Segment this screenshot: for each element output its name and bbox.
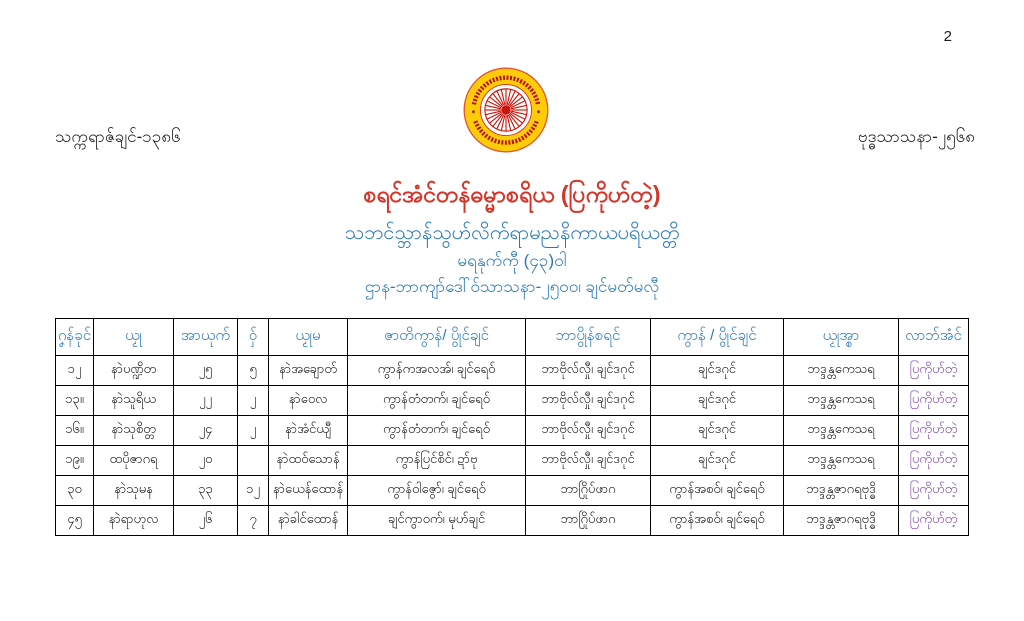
results-table [55,318,969,536]
table-cell: ချင်ဒဂုင် [651,416,784,446]
table-cell: ၁၂ [238,476,269,506]
table-cell: ၄၅ [56,506,94,536]
table-row [56,446,969,476]
table-cell: ဘာဗိုလ်လှီု၊ ချင်ဒဂုင် [526,446,651,476]
table-row [56,506,969,536]
venue-line: ဌာန-ဘာကျာ်ဒေါ်ဝ်သာသနာ-၂၅၀၀၊ ချင်မတ်မလီု [364,277,660,296]
table-cell: ၂၂ [174,386,238,416]
table-cell: ချင်ဒဂုင် [651,356,784,386]
table-row [56,386,969,416]
column-header: ယၟုအ္စာ [784,319,899,356]
table-cell: နာဲအချောတ် [269,356,348,386]
table-cell: ဘာဗိုလ်လှီု၊ ချင်ဒဂုင် [526,386,651,416]
table-cell: ၂ [238,386,269,416]
table-cell: ဘဒ္ဒန္တဇာဂရဗုဒ္ဓိ [784,506,899,536]
table-cell: နာဲသူရိယ [94,386,174,416]
table-cell: ချင်ကွာဝက်၊ မုဟ်ချင် [348,506,526,536]
sasana-seal-logo [462,66,550,154]
page-number: 2 [943,28,952,45]
table-cell: ကွာန်ပြင်စိင်၊ ဍာ်ဗု [348,446,526,476]
table-cell: ဘဒ္ဒန္တကေသရ [784,386,899,416]
table-cell: ဘာဗိုလ်လှီု၊ ချင်ဒဂုင် [526,356,651,386]
column-header: လာဘ်အံင် [899,319,969,356]
table-cell: ၂၅ [174,356,238,386]
table-cell: နာဲရာဟုလ [94,506,174,536]
table-cell: နာဲယေန်ထောန် [269,476,348,506]
table-cell: ချင်ဒဂုင် [651,386,784,416]
table-cell: နာဲသုမန [94,476,174,506]
table-cell: နာဲပဏ္ဍိတ [94,356,174,386]
table-cell: ၂၆ [174,506,238,536]
result-cell: ပြကိုဟ်တဲ့ [899,416,969,446]
document-title: စရင်အံင်တန်ဓမ္မာစရိယ (ပြကိုဟ်တဲ့) [363,181,661,207]
table-cell: ကွာန်တံတက်၊ ချင်ရေဝ် [348,386,526,416]
column-header: ယၟုမ [269,319,348,356]
table-cell: ၁၉။ [56,446,94,476]
sakkaraj-year-label: သက္ကရာဇ်ချင်-၁၃၈၆ [55,127,181,146]
table-cell: နာဲထဝ်သောန် [269,446,348,476]
table-cell: ချင်ဒဂုင် [651,446,784,476]
table-cell: ကွာန်အစဝ်၊ ချင်ရေဝ် [651,506,784,536]
table-cell: နာဲသုစိတ္တ [94,416,174,446]
dhamma-wheel-hub [501,105,511,115]
table-cell: ဘာဂြိုပ်ဖာဂ [526,476,651,506]
result-cell: ပြကိုဟ်တဲ့ [899,506,969,536]
column-header: ဇာတိကွာန်/ ပွိုင်ချင် [348,319,526,356]
table-cell: ဘာဗိုလ်လှီု၊ ချင်ဒဂုင် [526,416,651,446]
table-row [56,476,969,506]
column-header: ကွာန် / ပွိုင်ချင် [651,319,784,356]
table-cell: ၃၃ [174,476,238,506]
column-header: အာယုက် [174,319,238,356]
table-cell: ၇ [238,506,269,536]
buddhist-era-year-label: ဗုဒ္ဓသာသနာ-၂၅၆၈ [857,127,975,146]
table-cell: ကွာန်ဝါဇွော်၊ ချင်ရေဝ် [348,476,526,506]
table-cell [238,446,269,476]
result-cell: ပြကိုဟ်တဲ့ [899,446,969,476]
table-cell: နာဲအံင်ယျီ [269,416,348,446]
table-cell: ၁၆။ [56,416,94,446]
table-cell: ကွာန်ကအလအ်၊ ချင်ရေဝ် [348,356,526,386]
table-cell: ကွာန်တံတက်၊ ချင်ရေဝ် [348,416,526,446]
table-cell: ထပိုဇာဂရ [94,446,174,476]
table-cell: နာဲခါင်ထောန် [269,506,348,536]
table-cell: ဘာဂြိုပ်ဖာဂ [526,506,651,536]
result-cell: ပြကိုဟ်တဲ့ [899,356,969,386]
seal-left-mark [472,110,475,113]
table-row [56,416,969,446]
result-cell: ပြကိုဟ်တဲ့ [899,386,969,416]
table-header-row [56,319,969,356]
seal-right-mark [537,110,540,113]
table-cell: နာဲဝေလ [269,386,348,416]
table-cell: ၃၀ [56,476,94,506]
table-cell: ၂ [238,416,269,446]
column-header: ယၟု [94,319,174,356]
column-header: ဂၞန်ခုင် [56,319,94,356]
exam-session-line: မရနုက်ကီု (၄၃)ဝါ [457,251,567,270]
table-cell: ဘဒ္ဒန္တကေသရ [784,446,899,476]
table-cell: ၁၃။ [56,386,94,416]
table-cell: ၁၂ [56,356,94,386]
table-cell: ဘဒ္ဒန္တကေသရ [784,356,899,386]
table-cell: ဘဒ္ဒန္တဇာဂရဗုဒ္ဓိ [784,476,899,506]
table-row [56,356,969,386]
column-header: ဝှ် [238,319,269,356]
result-cell: ပြကိုဟ်တဲ့ [899,476,969,506]
table-cell: ၂၀ [174,446,238,476]
document-subtitle: သဘင်သ္ဘာန်သွဟ်လိက်ရာမညနိကာယပရိယတ္တိ [344,222,680,244]
column-header: ဘာပွိုန်စရင် [526,319,651,356]
table-cell: ကွာန်အစဝ်၊ ချင်ရေဝ် [651,476,784,506]
table-cell: ၅ [238,356,269,386]
table-cell: ၂၄ [174,416,238,446]
table-cell: ဘဒ္ဒန္တကေသရ [784,416,899,446]
